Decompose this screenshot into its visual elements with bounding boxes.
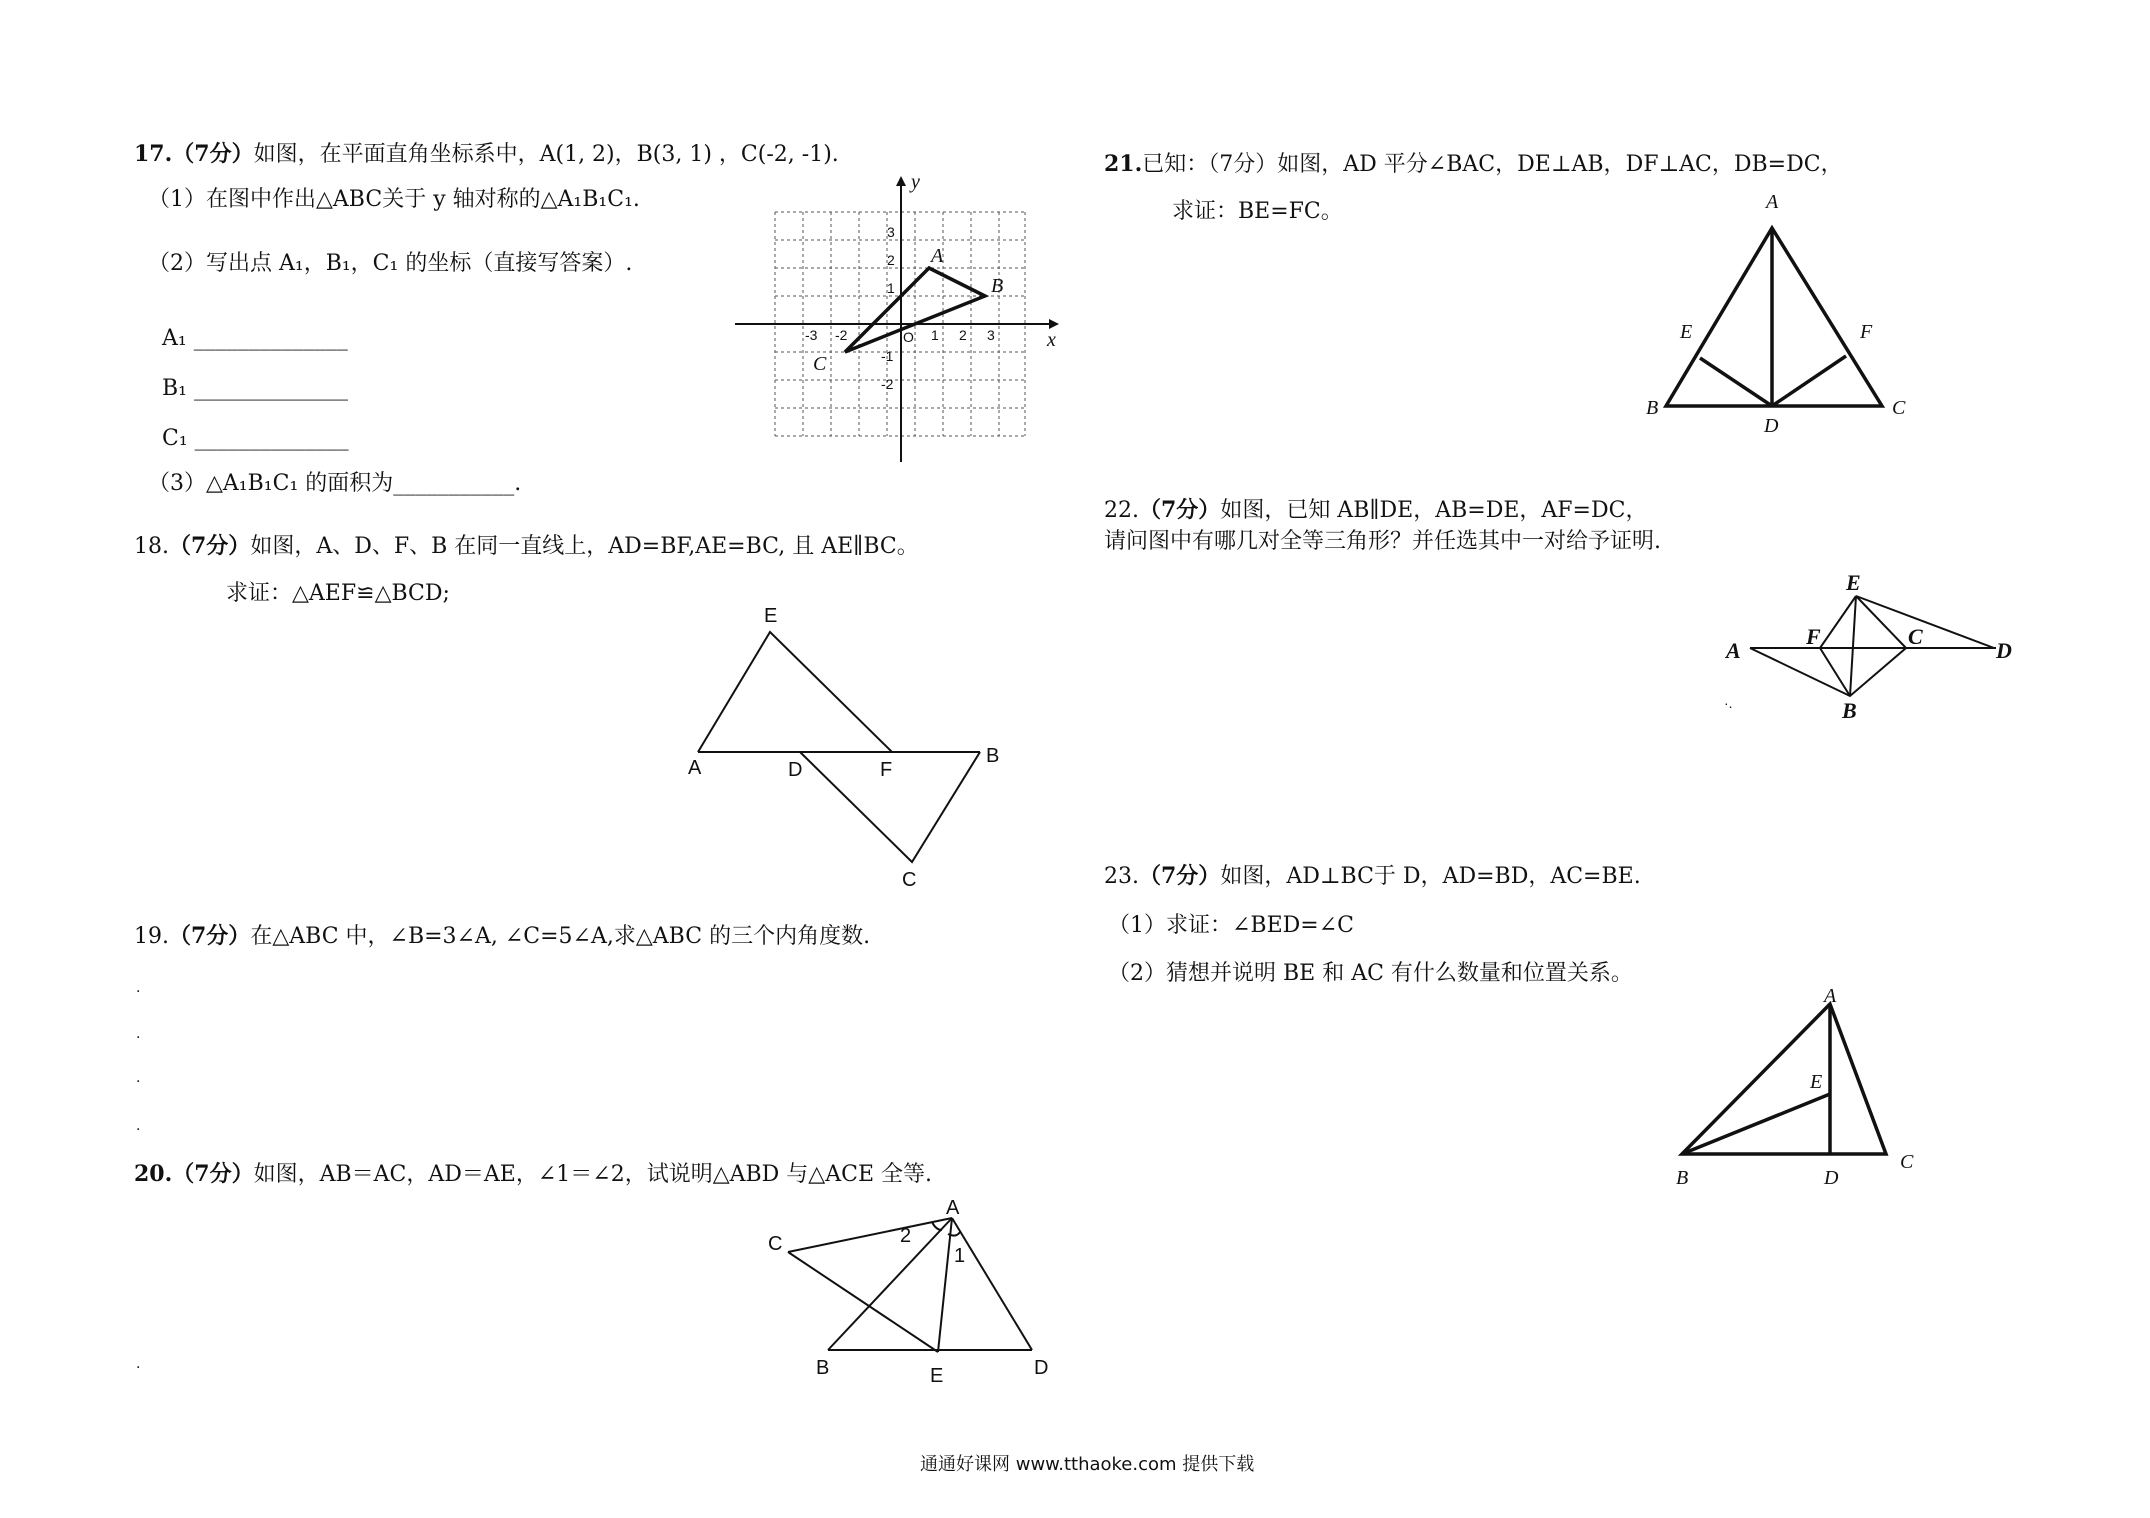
q17-answer-c1: C₁ ______________ [162,426,349,451]
q21-label-b: B [1646,397,1659,419]
q17-tick-y: 3 [887,224,895,240]
q17-y-axis-label: y [911,171,920,193]
margin-mark: · [136,1074,141,1090]
q18-label-e: E [764,605,778,627]
q23-label-a: A [1824,985,1837,1007]
q19-number: 19. [134,924,169,949]
q21-stem: 已知：（7分）如图，AD 平分∠BAC，DE⊥AB，DF⊥AC，DB=DC， [1142,152,1843,177]
q23-score: （7分） [1139,863,1221,889]
q23-label-d: D [1824,1167,1839,1189]
q21-line-de [1700,358,1772,406]
q22-stray-mark: ·. [1724,695,1733,711]
margin-mark: · [136,1122,141,1138]
q17-score: （7分） [172,141,254,167]
q20-label-2: 2 [900,1225,912,1247]
q21-label-f: F [1860,321,1873,343]
q21-label-a: A [1766,191,1779,213]
q23-triangle-abc [1682,1004,1886,1154]
q17-point-c-label: C [813,353,827,375]
q21-heading [1104,150,1843,179]
q20-heading [134,1160,932,1189]
q22-number: 22. [1104,498,1139,523]
q23-stem: 如图，AD⊥BC于 D，AD=BD，AC=BE. [1220,864,1641,889]
q20-line-ac [788,1218,952,1252]
q20-label-e: E [930,1365,944,1387]
q20-label-b: B [816,1357,830,1379]
q18-label-d: D [788,759,803,781]
q20-score: （7分） [172,1161,254,1187]
q18-heading [134,532,919,561]
q17-answer-b1: B₁ ______________ [162,376,348,401]
margin-mark: · [136,1360,141,1376]
q20-label-a: A [946,1197,960,1219]
q17-tick-y: 1 [887,280,895,296]
q23-number: 23. [1104,864,1139,889]
q22-figure [1720,572,2020,722]
q19-score: （7分） [169,923,251,949]
q17-point-b-label: B [991,275,1004,297]
q20-label-c: C [768,1233,783,1255]
q17-tick-x: 3 [987,327,995,343]
q18-stem: 如图，A、D、F、B 在同一直线上，AD=BF,AE=BC, 且 AE∥BC。 [250,534,919,559]
q21-number: 21. [1104,151,1143,177]
q23-label-b: B [1676,1167,1689,1189]
q17-coordinate-figure [725,170,1065,470]
q17-origin-label: O [903,329,914,345]
q17-tick-x: -3 [805,327,818,343]
q17-part3: （3）△A₁B₁C₁ 的面积为___________. [148,471,522,496]
q17-x-arrow [1049,319,1059,329]
margin-mark: · [136,984,141,1000]
q22-label-a: A [1726,638,1741,663]
q21-prove: 求证：BE=FC。 [1172,199,1343,224]
q17-part1: （1）在图中作出△ABC关于 y 轴对称的△A₁B₁C₁. [148,187,640,212]
q18-label-a: A [688,757,702,779]
q18-number: 18. [134,534,169,559]
q21-label-e: E [1680,321,1693,343]
q17-answer-a1: A₁ ______________ [162,326,348,351]
q22-stem-2: 请问图中有哪几对全等三角形？并任选其中一对给予证明. [1104,529,1661,554]
q19-heading [134,922,870,951]
q17-point-a-label: A [931,245,944,267]
q20-line-ad [952,1218,1032,1350]
q21-figure [1640,190,1906,450]
q22-label-f: F [1806,624,1821,649]
q17-part2: （2）写出点 A₁，B₁，C₁ 的坐标（直接写答案）. [148,251,633,276]
q23-part1: （1）求证：∠BED=∠C [1108,913,1354,938]
q23-figure [1660,984,1920,1204]
q21-line-df [1772,356,1846,406]
q17-tick-y: -2 [881,376,894,392]
q22-label-d: D [1996,638,2012,663]
q23-line-be [1682,1094,1830,1154]
q20-figure [760,1197,1049,1400]
q17-tick-x: -2 [835,327,848,343]
q17-number: 17. [134,141,173,167]
q17-stem: 如图，在平面直角坐标系中，A(1, 2)，B(3, 1) ，C(-2, -1). [253,142,839,167]
q20-label-d: D [1034,1357,1049,1379]
q22-line-abe [1750,596,1994,696]
q22-label-e: E [1846,570,1861,595]
q20-stem: 如图，AB＝AC，AD＝AE，∠1＝∠2，试说明△ABD 与△ACE 全等. [253,1162,932,1187]
q22-heading [1104,496,1647,525]
q20-line-ce [788,1252,938,1352]
q23-label-c: C [1900,1151,1914,1173]
q22-line-be [1850,596,1856,696]
q17-tick-y: 2 [887,252,895,268]
q21-triangle-abc [1666,228,1882,406]
q18-label-c: C [902,869,917,891]
q19-stem: 在△ABC 中，∠B=3∠A, ∠C=5∠A,求△ABC 的三个内角度数. [250,924,871,949]
q21-label-c: C [1892,397,1906,419]
q21-label-d: D [1764,415,1779,437]
q22-label-c: C [1908,624,1923,649]
q20-line-ae [938,1218,952,1352]
q17-y-arrow [896,176,906,186]
margin-mark: · [136,1030,141,1046]
q23-part2: （2）猜想并说明 BE 和 AC 有什么数量和位置关系。 [1108,961,1633,986]
q22-line-fe [1820,596,1856,648]
q17-tick-x: 1 [931,327,939,343]
q23-label-e: E [1810,1071,1823,1093]
q20-line-ab [828,1218,952,1350]
q17-heading [134,140,839,169]
q18-line-aef [698,632,892,752]
q17-tick-x: 2 [959,327,967,343]
q17-tick-y: -1 [881,348,894,364]
q23-heading [1104,862,1641,891]
q17-x-axis-label: x [1047,329,1056,351]
q20-label-1: 1 [954,1245,966,1267]
q18-score: （7分） [169,533,251,559]
page-footer: 通通好课网 www.tthaoke.com 提供下载 [920,1454,1255,1475]
q18-prove: 求证：△AEF≌△BCD; [226,581,450,606]
q22-stem: 如图，已知 AB∥DE，AB=DE，AF=DC， [1220,498,1648,523]
q20-number: 20. [134,1161,173,1187]
q22-score: （7分） [1139,497,1221,523]
q18-label-f: F [880,759,893,781]
q18-label-b: B [986,745,1000,767]
q18-figure [680,600,1020,900]
q22-label-b: B [1842,698,1857,723]
